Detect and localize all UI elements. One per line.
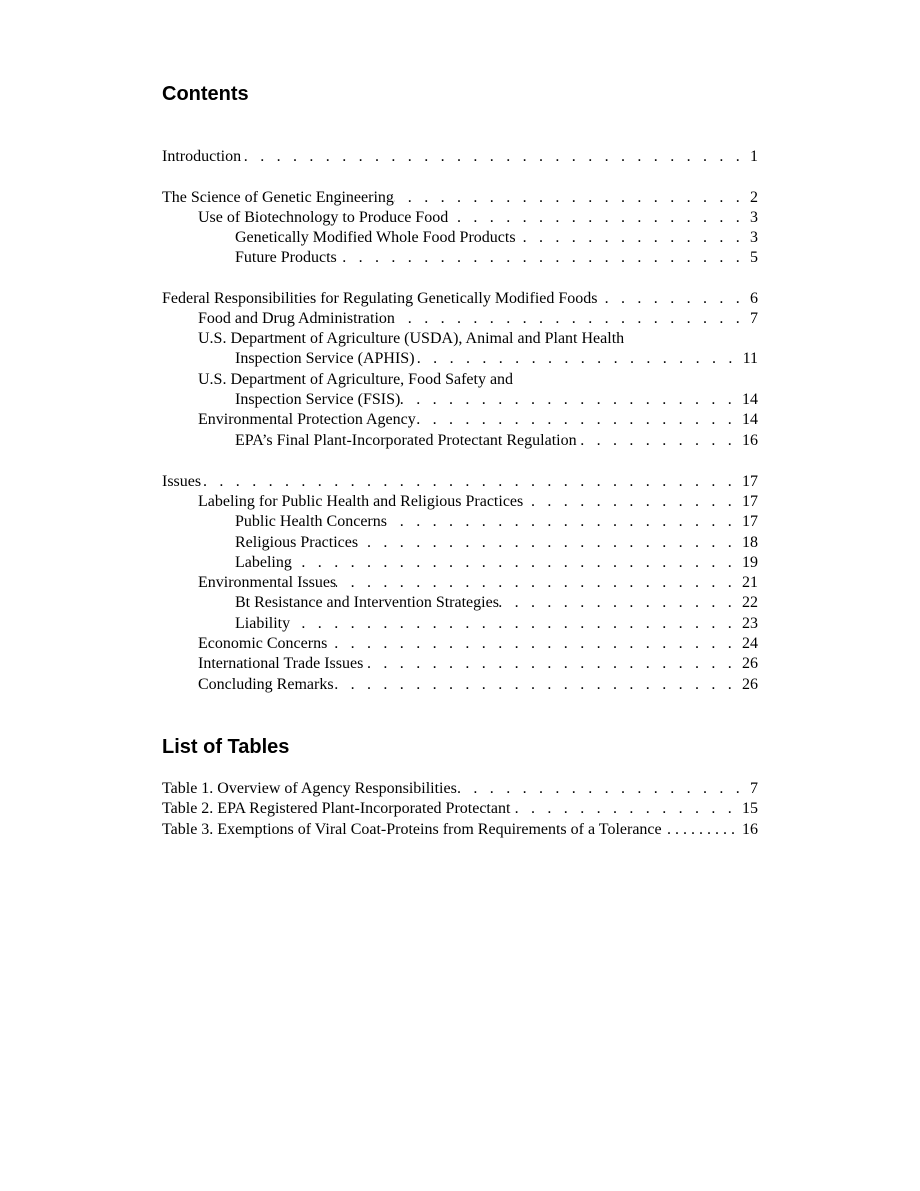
toc-entry-page: 26 (742, 676, 758, 693)
toc-entry-labeling-public-health-religious[interactable] (162, 492, 758, 512)
toc-entry-page: 19 (742, 554, 758, 571)
contents-heading: Contents (162, 83, 249, 105)
toc-entry-page: 6 (750, 290, 758, 307)
toc-entry-title: Bt Resistance and Intervention Strategies (235, 594, 499, 611)
toc-entry-title: Issues (162, 473, 202, 490)
dot-leader (499, 593, 736, 613)
table-entry-title: Table 1. Overview of Agency Responsibilities (162, 780, 457, 797)
toc-entry-bt-resistance[interactable] (162, 593, 758, 613)
toc-entry-page: 23 (742, 615, 758, 632)
toc-entry-science-of-genetic-engineering[interactable] (162, 188, 758, 208)
toc-entry-page: 3 (750, 209, 758, 226)
dot-leader (523, 492, 736, 512)
toc-entry-title: Inspection Service (APHIS) (235, 350, 415, 367)
dot-leader (292, 553, 736, 573)
list-of-tables-heading: List of Tables (162, 736, 290, 758)
dot-leader (334, 675, 736, 695)
toc-entry-page: 22 (742, 594, 758, 611)
toc-entry-usda-fsis-line1[interactable] (162, 370, 758, 390)
toc-entry-title: Inspection Service (FSIS) (235, 391, 401, 408)
dot-leader (516, 228, 744, 248)
toc-entry-page: 16 (742, 432, 758, 449)
dot-leader (395, 309, 744, 329)
dot-leader (457, 779, 744, 799)
toc-entry-title: Labeling (235, 554, 292, 571)
dot-leader (387, 512, 736, 532)
dot-leader (597, 289, 744, 309)
table-entry-1[interactable] (162, 779, 758, 799)
table-entry-page: 15 (742, 800, 758, 817)
table-entry-page: 7 (750, 780, 758, 797)
toc-entry-introduction[interactable] (162, 147, 758, 167)
toc-entry-title: Religious Practices (235, 534, 359, 551)
toc-entry-religious-practices[interactable] (162, 533, 758, 553)
toc-entry-epa-final-pip-regulation[interactable] (162, 431, 758, 451)
toc-entry-title: Liability (235, 615, 291, 632)
toc-entry-title: Public Health Concerns (235, 513, 387, 530)
toc-entry-title: Future Products (235, 249, 337, 266)
toc-entry-title: Genetically Modified Whole Food Products (235, 229, 516, 246)
toc-entry-page: 7 (750, 310, 758, 327)
toc-entry-title: Concluding Remarks (198, 676, 334, 693)
toc-entry-economic-concerns[interactable] (162, 634, 758, 654)
toc-entry-page: 11 (742, 350, 758, 367)
dot-leader (510, 799, 736, 819)
toc-entry-title: Food and Drug Administration (198, 310, 395, 327)
toc-entry-usda-aphis[interactable] (162, 349, 758, 369)
toc-entry-page: 3 (750, 229, 758, 246)
toc-entry-title: Use of Biotechnology to Produce Food (198, 209, 449, 226)
dot-leader (327, 634, 736, 654)
toc-entry-page: 1 (750, 148, 758, 165)
dot-leader (363, 654, 736, 674)
toc-entry-page: 5 (750, 249, 758, 266)
toc-entry-page: 18 (742, 534, 758, 551)
toc-entry-issues[interactable] (162, 472, 758, 492)
toc-entry-gm-whole-food-products[interactable] (162, 228, 758, 248)
dot-leader (448, 208, 744, 228)
toc-entry-liability[interactable] (162, 614, 758, 634)
dot-leader (337, 248, 744, 268)
toc-entry-page: 14 (742, 391, 758, 408)
toc-entry-page: 17 (742, 493, 758, 510)
toc-entry-title: EPA’s Final Plant-Incorporated Protectant Regulation (235, 432, 577, 449)
toc-entry-federal-responsibilities[interactable] (162, 289, 758, 309)
toc-entry-epa[interactable] (162, 410, 758, 430)
dot-leader (415, 349, 737, 369)
toc-entry-page: 2 (750, 189, 758, 206)
dot-leader (241, 147, 744, 167)
toc-entry-concluding-remarks[interactable] (162, 675, 758, 695)
toc-entry-page: 26 (742, 655, 758, 672)
dot-leader (358, 533, 736, 553)
toc-entry-labeling[interactable] (162, 553, 758, 573)
dot-leader (662, 820, 735, 840)
toc-entry-page: 24 (742, 635, 758, 652)
table-entry-2[interactable] (162, 799, 758, 819)
toc-entry-page: 17 (742, 473, 758, 490)
toc-entry-title: The Science of Genetic Engineering (162, 189, 394, 206)
toc-entry-title: International Trade Issues (198, 655, 364, 672)
dot-leader (201, 472, 736, 492)
toc-entry-future-products[interactable] (162, 248, 758, 268)
toc-entry-title: Environmental Issues (198, 574, 337, 591)
toc-entry-page: 14 (742, 411, 758, 428)
toc-entry-use-of-biotechnology[interactable] (162, 208, 758, 228)
toc-entry-title: Federal Responsibilities for Regulating Genetically Modified Foods (162, 290, 598, 307)
dot-leader (394, 188, 744, 208)
toc-entry-fda[interactable] (162, 309, 758, 329)
toc-entry-environmental-issues[interactable] (162, 573, 758, 593)
toc-entry-page: 17 (742, 513, 758, 530)
toc-entry-title: Labeling for Public Health and Religious Practices (198, 493, 524, 510)
dot-leader (416, 410, 736, 430)
toc-entry-title: U.S. Department of Agriculture (USDA), Animal and Plant Health (198, 330, 625, 347)
table-entry-3[interactable] (162, 820, 758, 840)
toc-entry-public-health-concerns[interactable] (162, 512, 758, 532)
toc-entry-title: Introduction (162, 148, 242, 165)
dot-leader (400, 390, 736, 410)
dot-leader (290, 614, 736, 634)
toc-entry-page: 21 (742, 574, 758, 591)
toc-entry-title: U.S. Department of Agriculture, Food Safety and (198, 371, 514, 388)
table-entry-page: 16 (742, 821, 758, 838)
table-entry-title: Table 2. EPA Registered Plant-Incorporated Protectant (162, 800, 511, 817)
table-entry-title: Table 3. Exemptions of Viral Coat-Proteins from Requirements of a Tolerance (162, 821, 662, 838)
dot-leader (336, 573, 736, 593)
toc-entry-usda-aphis-line1[interactable] (162, 329, 758, 349)
dot-leader (577, 431, 736, 451)
toc-entry-international-trade-issues[interactable] (162, 654, 758, 674)
toc-entry-usda-fsis[interactable] (162, 390, 758, 410)
toc-entry-title: Economic Concerns (198, 635, 328, 652)
toc-entry-title: Environmental Protection Agency (198, 411, 416, 428)
